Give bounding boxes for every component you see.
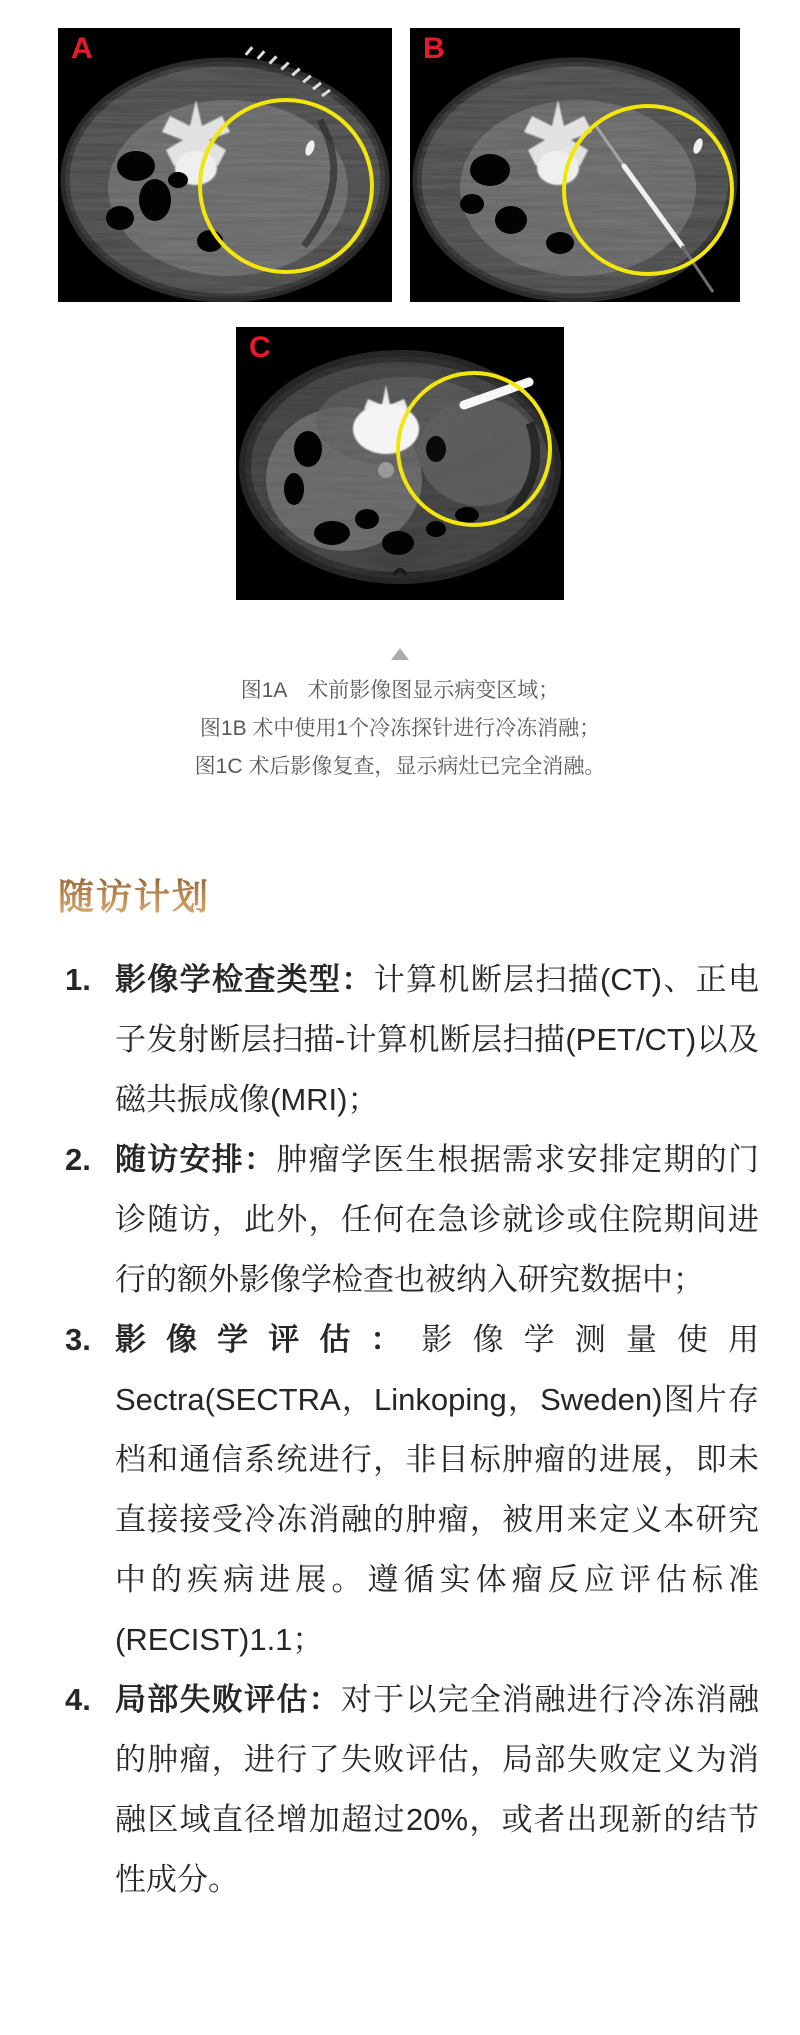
list-item-text: 局部失败评估：对于以完全消融进行冷冻消融的肿瘤，进行了失败评估，局部失败定义为消融区域直径增加超过20%，或者出现新的结节性成分。: [115, 1682, 760, 1897]
caption-line-2: 图1B 术中使用1个冷冻探针进行冷冻消融；: [199, 717, 601, 740]
figure-row: [58, 28, 740, 302]
list-item-1: [65, 950, 759, 1130]
ct-scan-graphic-c: [236, 327, 564, 600]
list-item-number: 2.: [65, 1142, 91, 1177]
list-item-number: 1.: [65, 962, 91, 997]
caption-line-1: 图1A 术前影像图显示病变区域；: [240, 679, 560, 702]
panel-label-c: C: [249, 331, 271, 364]
list-item-3: [65, 1310, 759, 1670]
panel-label-b: B: [423, 32, 445, 65]
list-item-text: 影像学检查类型：计算机断层扫描(CT)、正电子发射断层扫描-计算机断层扫描(PET/CT)以及磁共振成像(MRI)；: [115, 962, 760, 1117]
ct-image-a: [58, 28, 392, 302]
list-item-number: 3.: [65, 1322, 91, 1357]
list-item-text: 随访安排：肿瘤学医生根据需求安排定期的门诊随访，此外，任何在急诊就诊或住院期间进行的额外影像学检查也被纳入研究数据中；: [115, 1142, 760, 1297]
ct-image-b: [410, 28, 740, 302]
list-item-4: [65, 1670, 759, 1910]
panel-label-a: A: [71, 32, 93, 65]
follow-up-list: [65, 950, 759, 1910]
figure-caption: [0, 672, 800, 786]
ct-scan-graphic-a: [58, 28, 392, 302]
list-item-number: 4.: [65, 1682, 91, 1717]
caption-triangle-icon: [391, 648, 409, 660]
list-item-text: 影像学评估：影像学测量使用Sectra(SECTRA，Linkoping，Sweden)图片存档和通信系统进行，非目标肿瘤的进展，即未直接接受冷冻消融的肿瘤，被用来定义本研究中的疾病进展。遵循实体瘤反应评估标准(RECIST)1.1；: [115, 1322, 759, 1657]
ct-scan-graphic-b: [410, 28, 740, 302]
section-heading: 随访计划: [58, 876, 210, 919]
ct-image-c: [236, 327, 564, 600]
list-item-2: [65, 1130, 759, 1310]
caption-line-3: 图1C 术后影像复查，显示病灶已完全消融。: [194, 755, 606, 778]
